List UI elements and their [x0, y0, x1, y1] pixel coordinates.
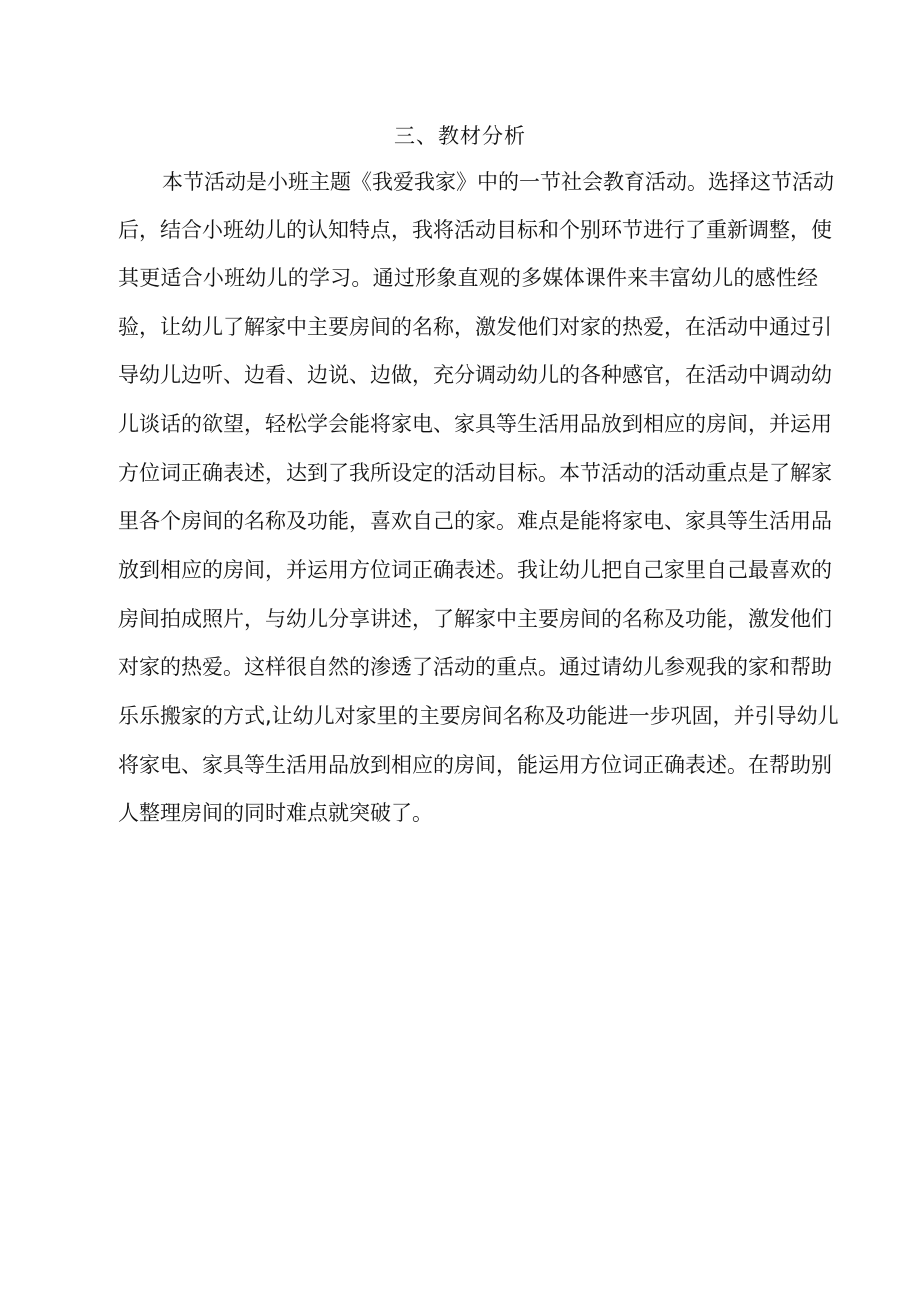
paragraph-line: 放到相应的房间，并运用方位词正确表述。我让幼儿把自己家里自己最喜欢的 [118, 558, 832, 582]
paragraph-line: 将家电、家具等生活用品放到相应的房间，能运用方位词正确表述。在帮助别 [118, 753, 832, 777]
paragraph-line: 对家的热爱。这样很自然的渗透了活动的重点。通过请幼儿参观我的家和帮助 [118, 655, 832, 679]
paragraph-line: 儿谈话的欲望，轻松学会能将家电、家具等生活用品放到相应的房间，并运用 [118, 412, 832, 436]
paragraph-line: 本节活动是小班主题《我爱我家》中的一节社会教育活动。选择这节活动 [162, 170, 834, 194]
paragraph-line: 方位词正确表述，达到了我所设定的活动目标。本节活动的活动重点是了解家 [118, 461, 832, 485]
paragraph-line: 其更适合小班幼儿的学习。通过形象直观的多媒体课件来丰富幼儿的感性经 [118, 266, 818, 290]
paragraph-line: 验，让幼儿了解家中主要房间的名称，激发他们对家的热爱，在活动中通过引 [118, 315, 832, 339]
section-heading: 三、教材分析 [394, 124, 526, 148]
paragraph-line: 房间拍成照片，与幼儿分享讲述，了解家中主要房间的名称及功能，激发他们 [118, 607, 832, 631]
paragraph-line: 人整理房间的同时难点就突破了。 [118, 801, 433, 825]
paragraph-line: 乐乐搬家的方式,让幼儿对家里的主要房间名称及功能进一步巩固，并引导幼儿 [118, 704, 839, 728]
paragraph-line: 导幼儿边听、边看、边说、边做，充分调动幼儿的各种感官，在活动中调动幼 [118, 363, 832, 387]
paragraph-line: 后，结合小班幼儿的认知特点，我将活动目标和个别环节进行了重新调整，使 [118, 218, 832, 242]
paragraph-line: 里各个房间的名称及功能，喜欢自己的家。难点是能将家电、家具等生活用品 [118, 509, 832, 533]
